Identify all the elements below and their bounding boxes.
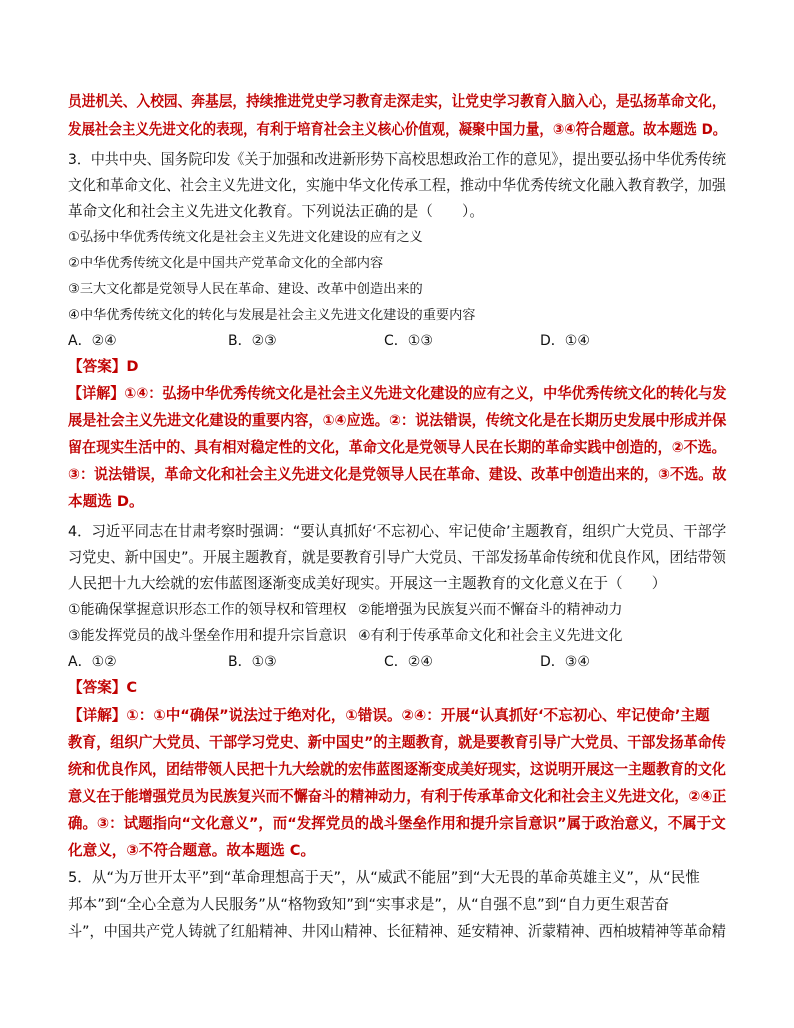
q4-answer-tag: 【答案】 bbox=[68, 679, 127, 696]
q3-detail-line-4: ③：说法错误，革命文化和社会主义先进文化是党领导人民在革命、建设、改革中创造出来的，③不选。故 bbox=[68, 466, 727, 483]
q3-item-1: ①弘扬中华优秀传统文化是社会主义先进文化建设的应有之义 bbox=[68, 230, 423, 245]
q5-stem-line-2: 邦本”到“全心全意为人民服务”从“格物致知”到“实事求是”，从“自强不息”到“自力更生艰苦奋 bbox=[68, 896, 669, 913]
q4-item-1: ①能确保掌握意识形态工作的领导权和管理权 bbox=[68, 602, 347, 618]
q3-stem-line-3: 革命文化和社会主义先进文化教育。下列说法正确的是（ ）。 bbox=[68, 203, 484, 220]
q3-detail-line-2: 展是社会主义先进文化建设的重要内容，①④应选。②：说法错误，传统文化是在长期历史发展中形成并保 bbox=[68, 412, 727, 429]
q4-stem-line-1: 4．习近平同志在甘肃考察时强调：“要认真抓好‘不忘初心、牢记使命’主题教育，组织广大党员、干部学 bbox=[68, 523, 727, 540]
q3-detail-tag: 【详解】 bbox=[68, 385, 125, 402]
q4-stem-line-3: 人民把十九大绘就的宏伟蓝图逐渐变成美好现实。开展这一主题教育的文化意义在于（ ） bbox=[68, 575, 667, 592]
q3-detail-line-3: 留在现实生活中的、具有相对稳定性的文化，革命文化是党领导人民在长期的革命实践中创造的，②不选。 bbox=[68, 439, 726, 456]
q4-detail-line-3: 统和优良作风，团结带领人民把十九大绘就的宏伟蓝图逐渐变成美好现实，这说明开展这一主题教育的文化 bbox=[68, 761, 726, 778]
q3-answer-value: D bbox=[126, 358, 139, 375]
q4-item-4: ④有利于传承革命文化和社会主义先进文化 bbox=[358, 628, 623, 644]
q3-detail-line-1 bbox=[68, 384, 726, 404]
q3-item-3: ③三大文化都是党领导人民在革命、建设、改革中创造出来的 bbox=[68, 282, 423, 297]
q2-detail-line-1: 员进机关、入校园、奔基层，持续推进党史学习教育走深走实，让党史学习教育入脑入心，是弘扬革命文化， bbox=[68, 93, 726, 110]
q4-item-2: ②能增强为民族复兴而不懈奋斗的精神动力 bbox=[358, 602, 623, 618]
q3-answer bbox=[68, 357, 139, 377]
q2-detail-line-2: 发展社会主义先进文化的表现，有利于培育社会主义核心价值观，凝聚中国力量，③④符合题意。故本题选 D。 bbox=[68, 121, 727, 138]
q5-stem-line-1: 5．从“为万世开太平”到“革命理想高于天”，从“威武不能屈”到“大无畏的革命英雄主义”，从“民惟 bbox=[68, 869, 700, 886]
q4-detail-text-1: ①：①中“确保”说法过于绝对化，①错误。②④：开展“认真抓好‘不忘初心、牢记使命’主题 bbox=[126, 707, 710, 724]
q4-answer bbox=[68, 678, 137, 698]
q3-item-2: ②中华优秀传统文化是中国共产党革命文化的全部内容 bbox=[68, 256, 384, 271]
q5-stem-line-3: 斗”，中国共产党人铸就了红船精神、井冈山精神、长征精神、延安精神、沂蒙精神、西柏坡精神等革命精 bbox=[68, 923, 726, 940]
q4-option-a: A．①② bbox=[68, 654, 117, 670]
q4-option-d: D．③④ bbox=[540, 654, 590, 670]
q3-item-4: ④中华优秀传统文化的转化与发展是社会主义先进文化建设的重要内容 bbox=[68, 308, 476, 323]
q4-item-3: ③能发挥党员的战斗堡垒作用和提升宗旨意识 bbox=[68, 628, 347, 644]
q3-detail-text-1: ①④：弘扬中华优秀传统文化是社会主义先进文化建设的应有之义，中华优秀传统文化的转化与发 bbox=[124, 385, 727, 402]
q3-option-c: C．①③ bbox=[384, 333, 433, 349]
q3-stem-line-1: 3．中共中央、国务院印发《关于加强和改进新形势下高校思想政治工作的意见》，提出要弘扬中华优秀传统 bbox=[68, 151, 726, 168]
q4-detail-tag: 【详解】 bbox=[68, 707, 127, 724]
q4-option-c: C．②④ bbox=[384, 654, 433, 670]
q4-detail-line-5: 确。③：试题指向“文化意义”，而“发挥党员的战斗堡垒作用和提升宗旨意识”属于政治意义，不属于文 bbox=[68, 815, 726, 832]
q4-stem-line-2: 习党史、新中国史”。开展主题教育，就是要教育引导广大党员、干部发扬革命传统和优良作风，团结带领 bbox=[68, 549, 726, 566]
q4-detail-line-2: 教育，组织广大党员、干部学习党史、新中国史”的主题教育，就是要教育引导广大党员、干部发扬革命传 bbox=[68, 734, 726, 751]
q4-detail-line-6: 化意义，③不符合题意。故本题选 C。 bbox=[68, 842, 316, 859]
q3-answer-tag: 【答案】 bbox=[68, 358, 127, 375]
q3-option-a: A．②④ bbox=[68, 333, 117, 349]
q4-detail-line-1 bbox=[68, 706, 710, 726]
q4-answer-value: C bbox=[126, 679, 138, 696]
q3-detail-line-5: 本题选 D。 bbox=[68, 493, 144, 510]
q4-option-b: B．①③ bbox=[228, 654, 277, 670]
q3-option-d: D．①④ bbox=[540, 333, 590, 349]
q4-detail-line-4: 意义在于能增强党员为民族复兴而不懈奋斗的精神动力，有利于传承革命文化和社会主义先进文化，②④正 bbox=[68, 788, 727, 805]
q3-option-b: B．②③ bbox=[228, 333, 277, 349]
q3-stem-line-2: 文化和革命文化、社会主义先进文化，实施中华文化传承工程，推动中华优秀传统文化融入教育教学，加强 bbox=[68, 177, 726, 194]
